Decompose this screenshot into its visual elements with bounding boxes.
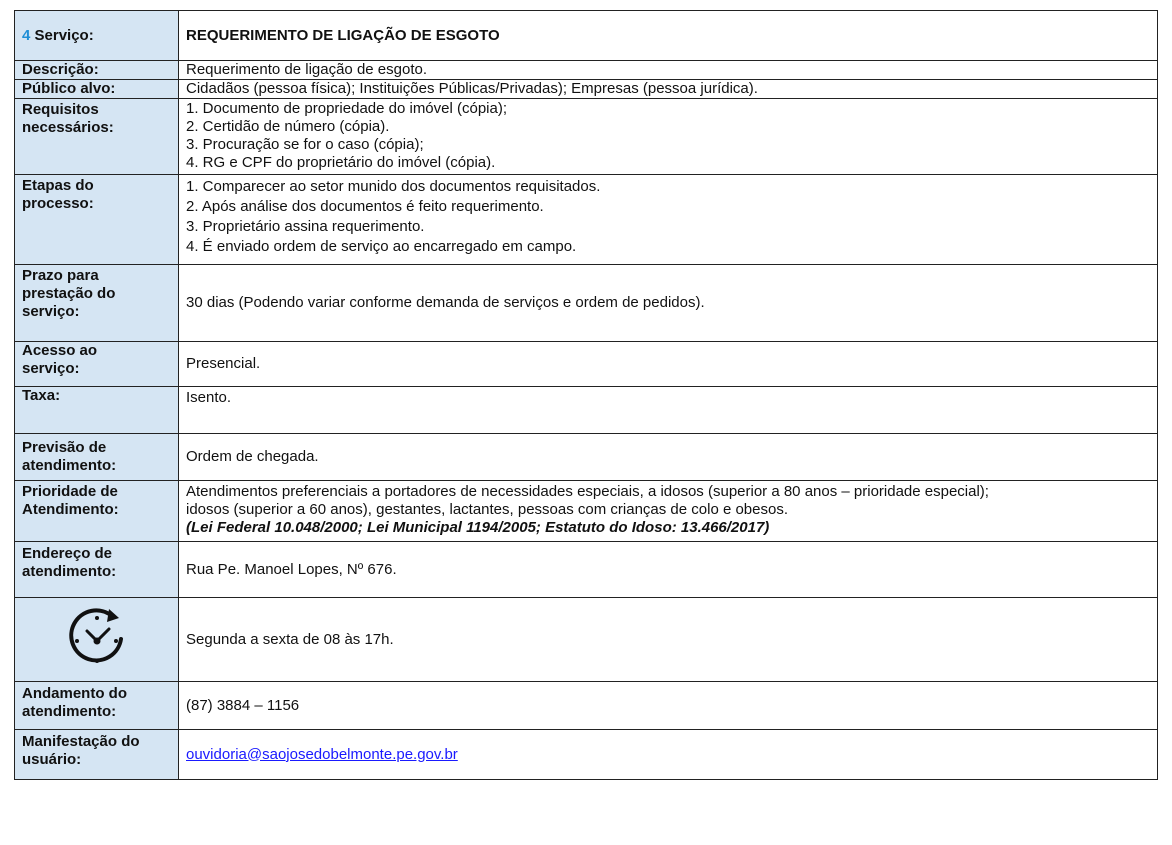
ouvidoria-email-link[interactable]: ouvidoria@saojosedobelmonte.pe.gov.br bbox=[186, 745, 458, 763]
row-taxa bbox=[15, 387, 1158, 434]
list-item: 4. É enviado ordem de serviço ao encarregado em campo. bbox=[186, 238, 577, 255]
list-item: 3. Proprietário assina requerimento. bbox=[186, 218, 425, 235]
label-andamento-1: Andamento do bbox=[22, 685, 127, 702]
value-publico: Cidadãos (pessoa física); Instituições Públicas/Privadas); Empresas (pessoa jurídica). bbox=[179, 80, 1158, 99]
row-horario bbox=[15, 598, 1158, 682]
label-requisitos-2: necessários: bbox=[22, 119, 114, 136]
label-prioridade-2: Atendimento: bbox=[22, 501, 119, 518]
label-etapas-1: Etapas do bbox=[22, 177, 94, 194]
label-taxa: Taxa: bbox=[15, 387, 179, 434]
label-endereco bbox=[15, 542, 179, 598]
value-prazo: 30 dias (Podendo variar conforme demanda de serviços e ordem de pedidos). bbox=[179, 265, 1158, 342]
list-item: 3. Procuração se for o caso (cópia); bbox=[186, 136, 424, 153]
row-etapas bbox=[15, 175, 1158, 265]
list-item: 4. RG e CPF do proprietário do imóvel (cópia). bbox=[186, 154, 496, 171]
label-prazo bbox=[15, 265, 179, 342]
label-manifestacao-1: Manifestação do bbox=[22, 733, 140, 750]
label-previsao bbox=[15, 434, 179, 481]
label-publico: Público alvo: bbox=[15, 80, 179, 99]
label-requisitos-1: Requisitos bbox=[22, 101, 99, 118]
label-previsao-2: atendimento: bbox=[22, 457, 117, 474]
value-horario: Segunda a sexta de 08 às 17h. bbox=[179, 598, 1158, 682]
row-andamento bbox=[15, 682, 1158, 730]
label-acesso-1: Acesso ao bbox=[22, 342, 98, 359]
row-endereco bbox=[15, 542, 1158, 598]
prioridade-legal-reference: (Lei Federal 10.048/2000; Lei Municipal 1194/2005; Estatuto do Idoso: 13.466/2017) bbox=[186, 519, 770, 536]
label-descricao: Descrição: bbox=[15, 61, 179, 80]
row-publico bbox=[15, 80, 1158, 99]
label-acesso-2: serviço: bbox=[22, 360, 80, 377]
horario-icon-cell bbox=[15, 598, 179, 682]
value-endereco: Rua Pe. Manoel Lopes, Nº 676. bbox=[179, 542, 1158, 598]
value-prioridade bbox=[179, 481, 1158, 542]
label-prazo-3: serviço: bbox=[22, 303, 80, 320]
row-descricao bbox=[15, 61, 1158, 80]
prioridade-line-2: idosos (superior a 60 anos), gestantes, lactantes, pessoas com crianças de colo e obesos. bbox=[186, 501, 788, 518]
row-requisitos bbox=[15, 99, 1158, 175]
row-prazo bbox=[15, 265, 1158, 342]
header-row bbox=[15, 11, 1158, 61]
label-etapas bbox=[15, 175, 179, 265]
service-label-text: Serviço: bbox=[34, 26, 94, 44]
label-prioridade bbox=[15, 481, 179, 542]
row-acesso bbox=[15, 342, 1158, 387]
label-andamento bbox=[15, 682, 179, 730]
label-prazo-2: prestação do bbox=[22, 285, 116, 302]
value-requisitos bbox=[179, 99, 1158, 175]
service-number: 4 bbox=[22, 26, 31, 44]
list-item: 1. Documento de propriedade do imóvel (cópia); bbox=[186, 100, 508, 117]
list-item: 2. Certidão de número (cópia). bbox=[186, 118, 390, 135]
label-prioridade-1: Prioridade de bbox=[22, 483, 118, 500]
value-taxa: Isento. bbox=[179, 387, 1158, 434]
list-item: 2. Após análise dos documentos é feito requerimento. bbox=[186, 198, 544, 215]
label-endereco-2: atendimento: bbox=[22, 563, 117, 580]
prioridade-line-1: Atendimentos preferenciais a portadores de necessidades especiais, a idosos (superior a 80 anos – prioridade especial); bbox=[186, 483, 989, 500]
list-item: 1. Comparecer ao setor munido dos documentos requisitados. bbox=[186, 178, 601, 195]
value-previsao: Ordem de chegada. bbox=[179, 434, 1158, 481]
row-prioridade bbox=[15, 481, 1158, 542]
row-previsao bbox=[15, 434, 1158, 481]
label-endereco-1: Endereço de bbox=[22, 545, 113, 562]
service-table bbox=[14, 10, 1158, 780]
label-acesso bbox=[15, 342, 179, 387]
label-requisitos bbox=[15, 99, 179, 175]
label-prazo-1: Prazo para bbox=[22, 267, 99, 284]
service-title: REQUERIMENTO DE LIGAÇÃO DE ESGOTO bbox=[179, 11, 1158, 61]
label-etapas-2: processo: bbox=[22, 195, 94, 212]
value-descricao: Requerimento de ligação de esgoto. bbox=[179, 61, 1158, 80]
value-manifestacao bbox=[179, 730, 1158, 780]
service-label bbox=[15, 11, 179, 61]
label-manifestacao bbox=[15, 730, 179, 780]
value-acesso: Presencial. bbox=[179, 342, 1158, 387]
label-andamento-2: atendimento: bbox=[22, 703, 117, 720]
label-manifestacao-2: usuário: bbox=[22, 751, 82, 768]
row-manifestacao bbox=[15, 730, 1158, 780]
value-etapas bbox=[179, 175, 1158, 265]
label-previsao-1: Previsão de bbox=[22, 439, 107, 456]
clock-icon bbox=[65, 605, 129, 669]
value-andamento: (87) 3884 – 1156 bbox=[179, 682, 1158, 730]
